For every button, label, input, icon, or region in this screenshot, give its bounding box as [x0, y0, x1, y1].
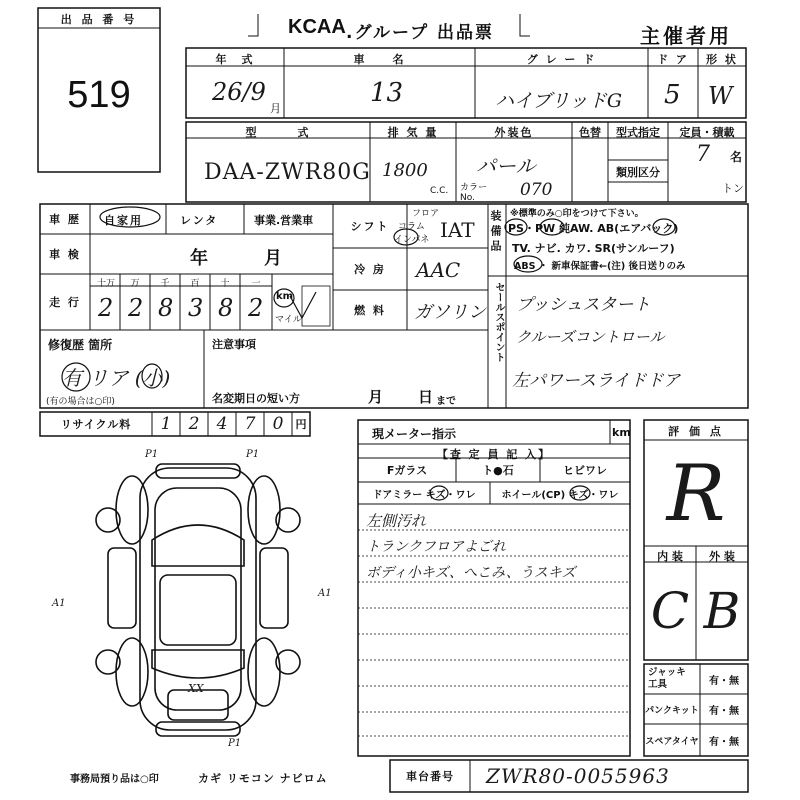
windshield-label: Fガラス: [386, 464, 428, 477]
month-unit: 月: [270, 102, 281, 115]
category-label: 類別区分: [616, 166, 660, 179]
km-unit: km: [276, 291, 294, 302]
mileage-digit: 3: [188, 294, 204, 322]
recycle-digit: 1: [160, 414, 172, 434]
type-value: DAA-ZWR80G: [204, 160, 371, 185]
form-title: .グループ 出品票: [346, 23, 495, 43]
displacement-label: 排 気 量: [387, 126, 439, 139]
mileage-unit-10k: 万: [130, 279, 140, 289]
sheet-type: 主催者用: [640, 24, 732, 48]
interior-value: C: [650, 582, 690, 640]
inspection-comment-1: 左側汚れ: [366, 512, 427, 530]
shift-option-instrument: インパネ: [394, 235, 430, 245]
equipment-line-1: PS・PW 純AW. AB(エアバック): [508, 222, 679, 235]
capacity-label: 定員・積載: [679, 126, 735, 139]
office-items: カギ リモコン ナビロム: [198, 772, 328, 785]
grade-label: グ レ ー ド: [526, 53, 597, 66]
chip-label: ト●石: [482, 464, 514, 477]
diagram-mark-side-left: A1: [52, 598, 66, 609]
selling-point-1: プッシュスタート: [516, 295, 651, 315]
puncture-kit-label: パンクキット: [645, 705, 699, 716]
notes-label: 注意事項: [212, 338, 256, 351]
history-business: 事業.営業車: [254, 214, 314, 227]
recycle-digit: 7: [244, 414, 256, 434]
meter-unit: km: [612, 426, 631, 439]
inspection-comment-3: ボディ小キズ、へこみ、うスキズ: [366, 565, 576, 581]
mileage-unit-100: 百: [190, 279, 200, 289]
mileage-label: 走 行: [49, 296, 81, 309]
displacement-value: 1800: [382, 160, 428, 181]
name-change-label: 名変期日の短い方: [212, 392, 300, 405]
capacity-unit: 名: [730, 150, 743, 164]
selling-point-2: クルーズコントロール: [516, 328, 665, 346]
mileage-digit: 2: [98, 294, 114, 322]
exterior-value: B: [703, 582, 741, 640]
name-change-month: 月: [368, 388, 384, 406]
repair-note: (有の場合は○印): [46, 397, 115, 407]
diagram-mark-front-left: P1: [145, 449, 159, 460]
shape-label: 形 状: [706, 53, 738, 66]
mileage-digit: 8: [218, 294, 234, 322]
brand-logo: KCAA: [288, 16, 346, 38]
wheel-label: ホイール(CP) キズ・ワレ: [501, 489, 619, 501]
office-items-label: 事務局預り品は○印: [70, 774, 159, 785]
shift-option-floor: フロア: [412, 209, 440, 219]
interior-label: 内 装: [657, 550, 683, 563]
lot-number-label: 出 品 番 号: [60, 13, 138, 26]
color-number-value: 070: [520, 180, 553, 200]
fuel-label: 燃 料: [354, 304, 386, 317]
inspection-label: 車 検: [49, 248, 81, 261]
puncture-kit-status: 有・無: [709, 705, 739, 717]
spare-tire-status: 有・無: [709, 736, 739, 748]
capacity-value: 7: [696, 142, 710, 167]
year-value: 26/9: [212, 78, 266, 106]
recycle-label: リサイクル料: [60, 418, 132, 431]
exterior-label: 外 装: [709, 550, 735, 563]
inspector-header: 【査 定 員 記 入】: [436, 448, 552, 461]
meter-label: 現メーター指示: [372, 427, 457, 441]
car-diagram: [96, 464, 300, 736]
history-rental: レンタ: [180, 214, 219, 227]
shift-value: IAT: [440, 218, 475, 242]
door-mirror-label: ドアミラー キズ・ワレ: [372, 489, 476, 501]
shift-option-column: コラム: [398, 222, 425, 232]
color-number-label: カラー No.: [460, 183, 488, 203]
color-value: パール: [476, 154, 536, 178]
chassis-label: 車台番号: [406, 770, 454, 783]
diagram-mark-rear: P1: [228, 738, 242, 749]
mileage-unit-1k: 千: [160, 279, 170, 289]
equipment-label: 装 備 品: [489, 210, 502, 251]
door-label: ド ア: [657, 53, 689, 66]
equipment-line-2: TV. ナビ. カワ. SR(サンルーフ): [512, 242, 675, 255]
grade-value: ハイブリッドG: [495, 90, 623, 112]
repair-value: 有 リア (小): [62, 366, 171, 390]
model-value: 13: [370, 78, 404, 108]
chassis-value: ZWR80-0055963: [486, 764, 670, 788]
mileage-digit: 8: [158, 294, 174, 322]
mileage-unit-10: 十: [220, 279, 230, 289]
name-change-until: まで: [436, 396, 456, 407]
history-private: 自家用: [104, 214, 143, 227]
fuel-value: ガソリン: [414, 302, 486, 323]
repair-label: 修復歴 箇所: [48, 338, 113, 352]
color-label: 外装色: [494, 126, 534, 139]
score-label: 評 価 点: [668, 425, 724, 438]
mileage-unit-100k: 十万: [96, 279, 115, 289]
history-label: 車 歴: [49, 213, 81, 226]
type-designation-label: 型式指定: [616, 126, 660, 139]
jack-status: 有・無: [709, 675, 739, 687]
type-label: 型 式: [245, 126, 311, 139]
inspection-comment-2: トランクフロアよごれ: [366, 539, 506, 555]
mileage-digit: 2: [128, 294, 144, 322]
ton-unit: トン: [722, 182, 744, 195]
doors-value: 5: [664, 80, 681, 110]
recycle-digit: 4: [216, 414, 228, 434]
model-label: 車 名: [353, 53, 406, 66]
crack-label: ヒビワレ: [563, 464, 607, 477]
equipment-line-3: ABS ・ 新車保証書←(注) 後日送りのみ: [514, 261, 686, 272]
recycle-unit: 円: [295, 418, 307, 431]
color-change-label: 色替: [579, 126, 601, 139]
shape-value: W: [708, 82, 733, 110]
recycle-digit: 2: [188, 414, 200, 434]
diagram-mark-trunk: XX: [188, 682, 204, 695]
shift-label: シフト: [350, 220, 390, 233]
year-label: 年 式: [215, 53, 255, 66]
selling-points-label: セールスポイント: [493, 282, 504, 362]
lot-number: 519: [67, 73, 131, 116]
score-value: R: [666, 449, 726, 539]
cc-unit: C.C.: [430, 186, 449, 196]
mileage-unit-1: 一: [251, 279, 261, 289]
mile-unit: マイル: [275, 315, 302, 325]
ac-label: 冷 房: [354, 263, 386, 276]
inspection-month-unit: 月: [264, 248, 282, 269]
ac-value: AAC: [416, 258, 461, 282]
diagram-mark-side-right: A1: [318, 588, 332, 599]
equipment-note: ※標準のみ○印をつけて下さい。: [510, 209, 644, 219]
selling-point-3: 左パワースライドドア: [512, 371, 681, 391]
spare-tire-label: スペアタイヤ: [645, 736, 699, 747]
name-change-day: 日: [418, 388, 434, 406]
inspection-year-unit: 年: [190, 248, 208, 269]
recycle-digit: 0: [272, 414, 284, 434]
diagram-mark-front-right: P1: [246, 449, 260, 460]
jack-label: ジャッキ 工具: [648, 667, 686, 690]
mileage-digit: 2: [248, 294, 264, 322]
